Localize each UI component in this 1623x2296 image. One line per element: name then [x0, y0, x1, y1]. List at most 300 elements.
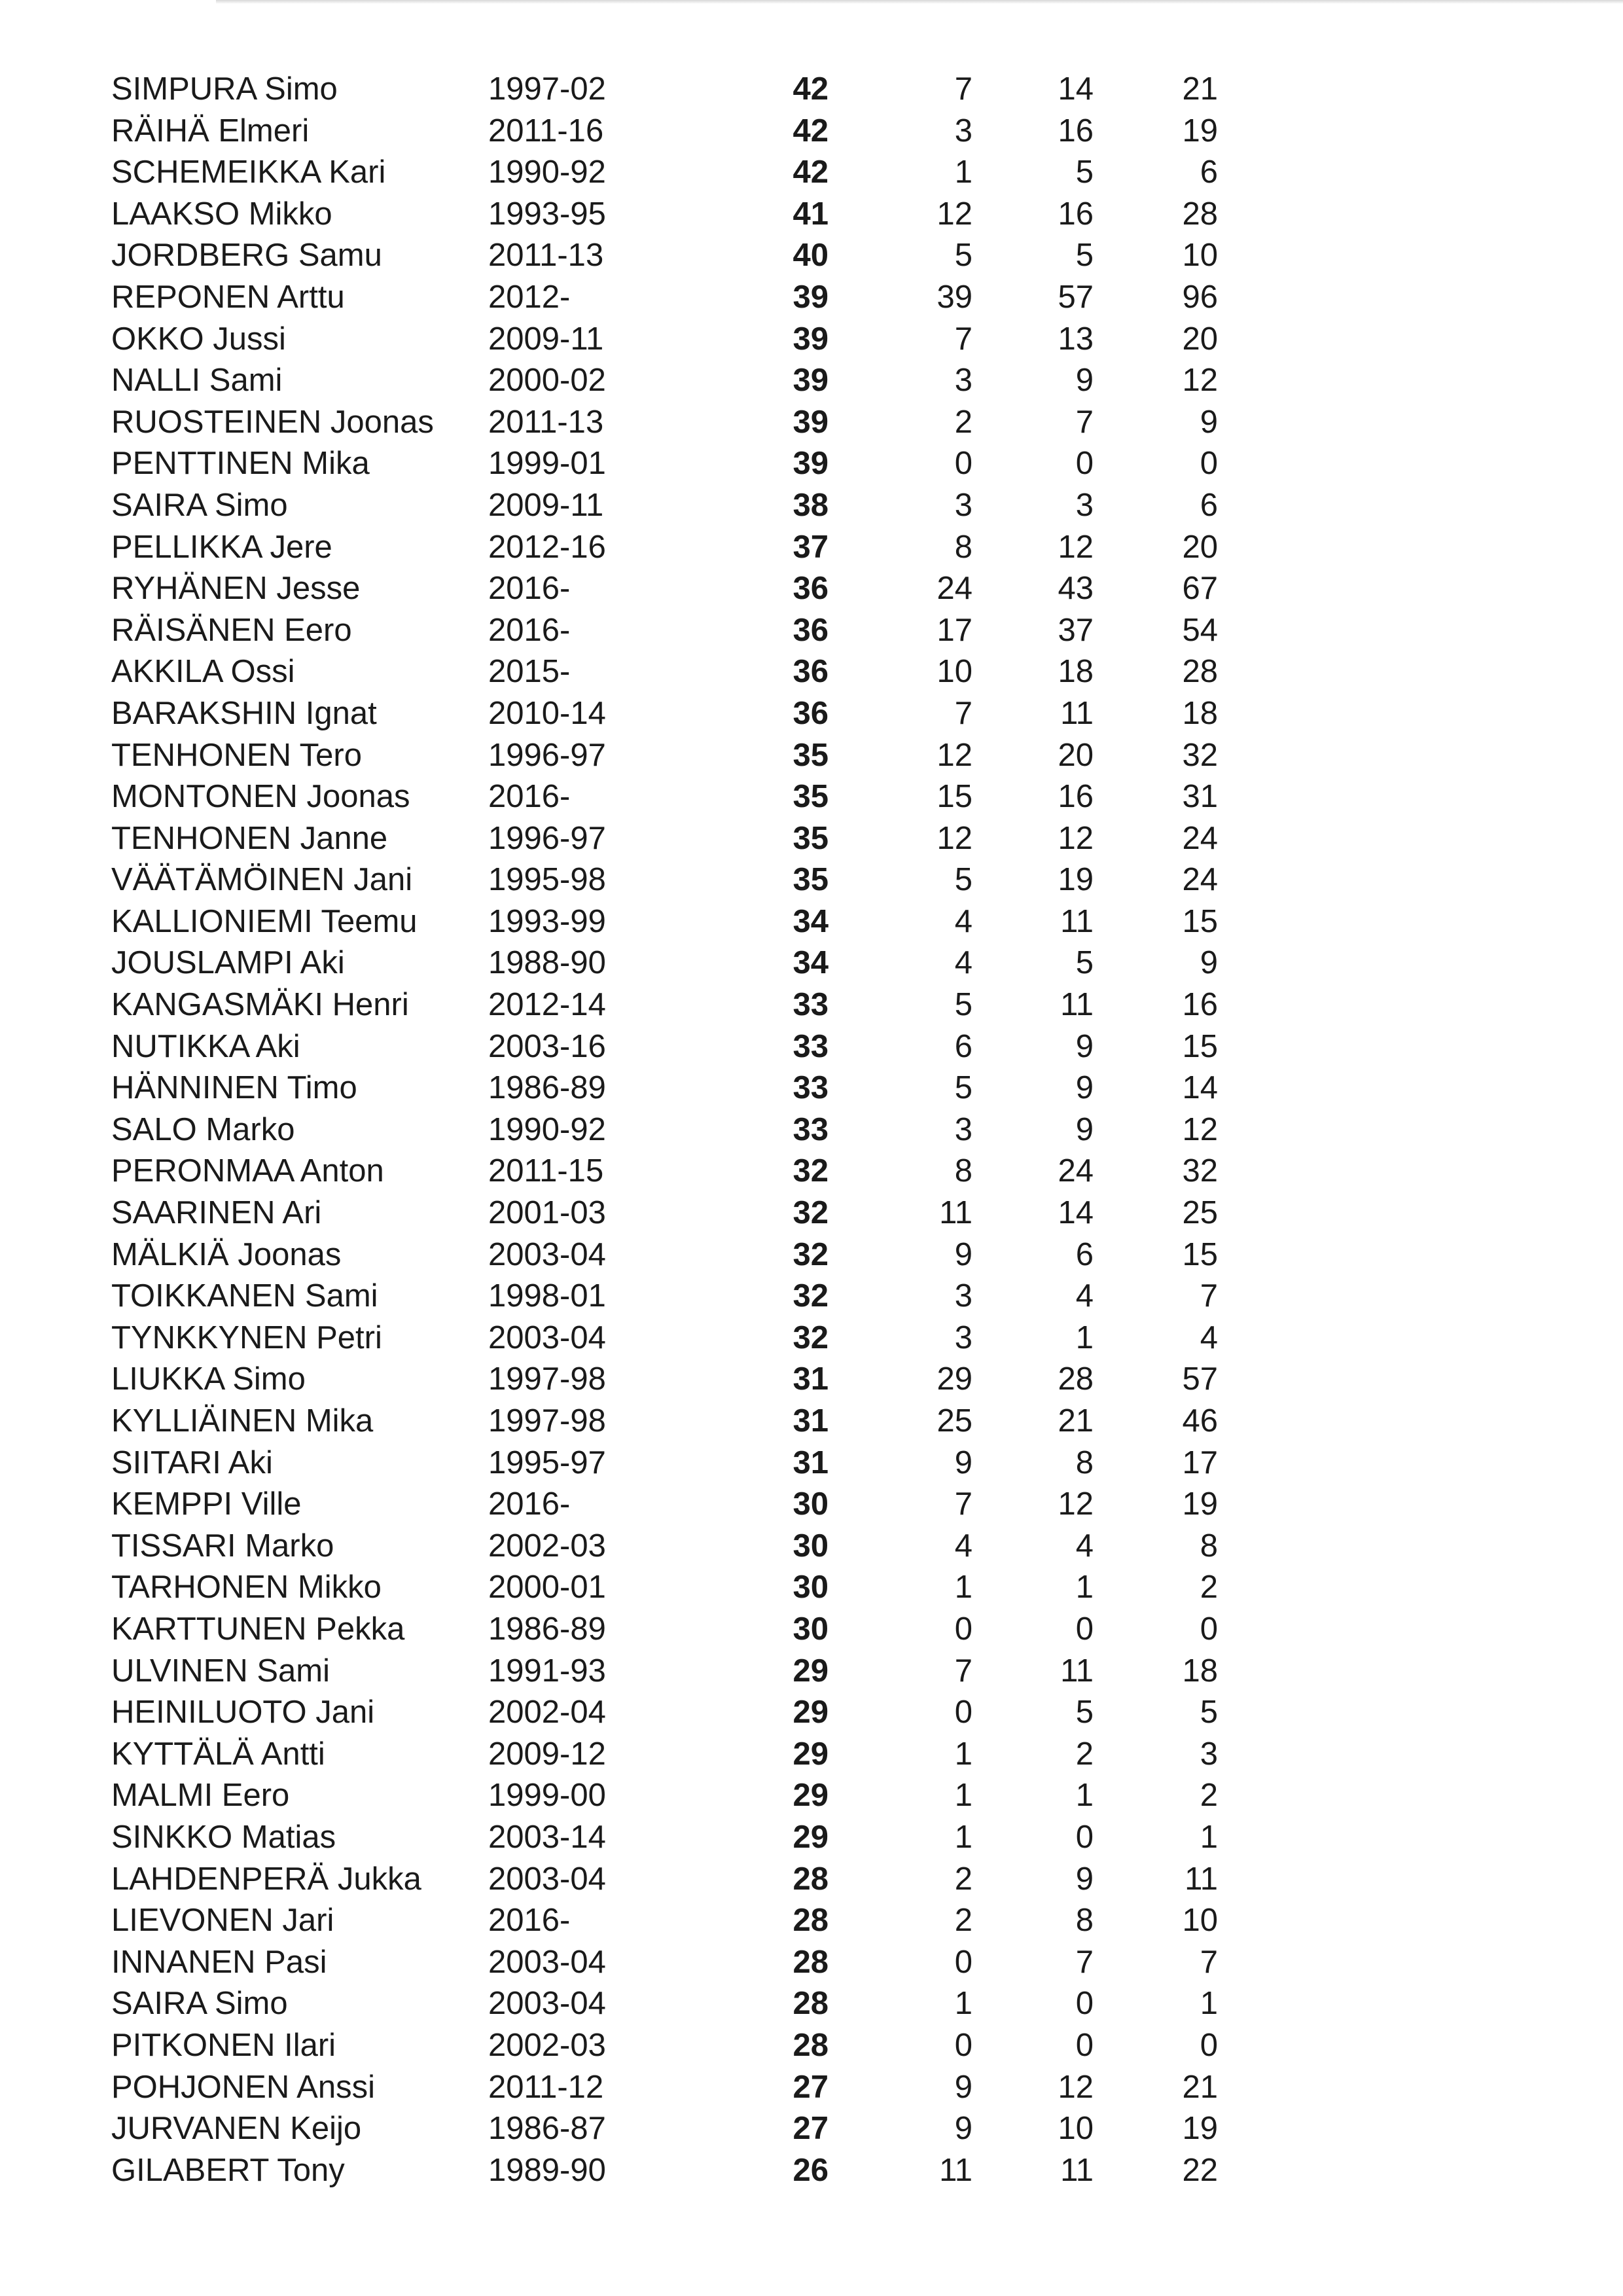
player-games: 42	[793, 154, 829, 190]
player-goals: 7	[954, 71, 972, 107]
player-assists: 2	[1075, 1736, 1094, 1772]
player-years: 2003-04	[488, 1319, 606, 1355]
player-games: 39	[793, 279, 829, 315]
table-row	[111, 1234, 1218, 1276]
player-assists: 0	[1075, 1986, 1094, 2022]
player-games: 42	[793, 71, 829, 107]
player-goals: 1	[954, 154, 972, 190]
player-points: 21	[1182, 71, 1218, 107]
table-row	[111, 485, 1218, 527]
player-assists: 16	[1058, 113, 1094, 149]
player-games: 40	[793, 238, 829, 274]
player-name: TOIKKANEN Sami	[111, 1278, 378, 1314]
player-points: 18	[1182, 695, 1218, 731]
player-name: HEINILUOTO Jani	[111, 1695, 375, 1731]
player-assists: 11	[1060, 987, 1094, 1023]
player-goals: 5	[954, 1070, 972, 1106]
player-points: 18	[1182, 1653, 1218, 1689]
player-assists: 1	[1075, 1570, 1094, 1605]
player-assists: 14	[1058, 71, 1094, 107]
player-points: 67	[1182, 571, 1218, 607]
player-games: 28	[793, 1903, 829, 1939]
player-goals: 4	[954, 945, 972, 981]
player-assists: 11	[1060, 2152, 1094, 2188]
player-points: 7	[1200, 1278, 1218, 1314]
player-assists: 12	[1058, 820, 1094, 856]
player-games: 36	[793, 571, 829, 607]
table-row	[111, 1151, 1218, 1193]
player-points: 0	[1200, 446, 1218, 482]
player-assists: 19	[1058, 862, 1094, 898]
table-row	[111, 693, 1218, 735]
player-assists: 16	[1058, 779, 1094, 815]
player-assists: 3	[1075, 487, 1094, 523]
player-years: 2016-	[488, 1486, 571, 1522]
player-points: 19	[1182, 1486, 1218, 1522]
player-points: 19	[1182, 2111, 1218, 2147]
player-years: 2011-13	[488, 238, 604, 274]
player-goals: 17	[936, 612, 972, 648]
player-assists: 12	[1058, 529, 1094, 565]
player-games: 39	[793, 404, 829, 440]
player-name: TYNKKYNEN Petri	[111, 1319, 382, 1355]
player-years: 2003-04	[488, 1944, 606, 1980]
player-years: 1996-97	[488, 820, 606, 856]
player-assists: 0	[1075, 1819, 1094, 1855]
player-years: 2016-	[488, 612, 571, 648]
player-name: LIUKKA Simo	[111, 1361, 306, 1397]
player-assists: 8	[1075, 1903, 1094, 1939]
player-points: 1	[1200, 1986, 1218, 2022]
player-games: 39	[793, 446, 829, 482]
player-goals: 7	[954, 321, 972, 357]
player-assists: 14	[1058, 1195, 1094, 1231]
player-assists: 11	[1060, 1653, 1094, 1689]
table-row	[111, 942, 1218, 984]
player-games: 41	[793, 196, 829, 232]
player-years: 2012-14	[488, 987, 606, 1023]
player-name: MÄLKIÄ Joonas	[111, 1236, 342, 1272]
player-goals: 39	[936, 279, 972, 315]
player-name: TENHONEN Tero	[111, 737, 363, 773]
player-name: TISSARI Marko	[111, 1528, 334, 1564]
player-goals: 4	[954, 903, 972, 939]
table-row	[111, 901, 1218, 943]
player-games: 29	[793, 1695, 829, 1731]
player-assists: 1	[1075, 1319, 1094, 1355]
player-points: 6	[1200, 487, 1218, 523]
player-goals: 0	[954, 1611, 972, 1647]
player-assists: 11	[1060, 903, 1094, 939]
player-assists: 4	[1075, 1278, 1094, 1314]
player-years: 1997-98	[488, 1361, 606, 1397]
player-points: 20	[1182, 321, 1218, 357]
player-games: 36	[793, 654, 829, 690]
player-points: 12	[1182, 1111, 1218, 1147]
player-years: 2000-01	[488, 1570, 606, 1605]
player-goals: 3	[954, 363, 972, 399]
player-points: 15	[1182, 1028, 1218, 1064]
player-games: 29	[793, 1778, 829, 1814]
player-points: 54	[1182, 612, 1218, 648]
player-goals: 3	[954, 1319, 972, 1355]
player-goals: 12	[936, 737, 972, 773]
player-years: 1990-92	[488, 154, 606, 190]
player-points: 0	[1200, 1611, 1218, 1647]
player-years: 1990-92	[488, 1111, 606, 1147]
table-row	[111, 735, 1218, 777]
player-name: PENTTINEN Mika	[111, 446, 370, 482]
player-games: 33	[793, 1028, 829, 1064]
player-years: 1996-97	[488, 737, 606, 773]
player-goals: 11	[939, 1195, 972, 1231]
player-goals: 11	[939, 2152, 972, 2188]
player-name: RYHÄNEN Jesse	[111, 571, 361, 607]
player-goals: 0	[954, 446, 972, 482]
player-assists: 0	[1075, 2027, 1094, 2063]
table-row	[111, 1692, 1218, 1734]
table-row	[111, 1775, 1218, 1817]
player-points: 20	[1182, 529, 1218, 565]
player-goals: 4	[954, 1528, 972, 1564]
player-points: 0	[1200, 2027, 1218, 2063]
player-goals: 3	[954, 1111, 972, 1147]
table-row	[111, 1109, 1218, 1151]
player-name: PELLIKKA Jere	[111, 529, 332, 565]
player-goals: 15	[936, 779, 972, 815]
player-points: 21	[1182, 2069, 1218, 2105]
player-name: GILABERT Tony	[111, 2152, 345, 2188]
player-goals: 1	[954, 1819, 972, 1855]
player-goals: 2	[954, 1861, 972, 1897]
player-games: 35	[793, 779, 829, 815]
player-games: 38	[793, 487, 829, 523]
player-assists: 6	[1075, 1236, 1094, 1272]
player-games: 30	[793, 1570, 829, 1605]
player-goals: 25	[936, 1403, 972, 1439]
table-row	[111, 1651, 1218, 1693]
player-goals: 12	[936, 196, 972, 232]
player-years: 2009-11	[488, 487, 604, 523]
table-row	[111, 859, 1218, 901]
player-years: 2012-	[488, 279, 571, 315]
table-row	[111, 402, 1218, 444]
player-points: 2	[1200, 1570, 1218, 1605]
player-goals: 6	[954, 1028, 972, 1064]
player-years: 2000-02	[488, 363, 606, 399]
player-assists: 57	[1058, 279, 1094, 315]
player-assists: 5	[1075, 1695, 1094, 1731]
player-points: 19	[1182, 113, 1218, 149]
table-row	[111, 1443, 1218, 1484]
player-points: 2	[1200, 1778, 1218, 1814]
player-name: KARTTUNEN Pekka	[111, 1611, 405, 1647]
player-goals: 10	[936, 654, 972, 690]
player-games: 26	[793, 2152, 829, 2188]
table-row	[111, 1067, 1218, 1109]
player-points: 28	[1182, 654, 1218, 690]
player-games: 37	[793, 529, 829, 565]
player-years: 1997-02	[488, 71, 606, 107]
table-row	[111, 984, 1218, 1026]
player-years: 2011-12	[488, 2069, 604, 2105]
player-assists: 9	[1075, 1861, 1094, 1897]
player-goals: 9	[954, 2111, 972, 2147]
table-row	[111, 1983, 1218, 2025]
table-row	[111, 1734, 1218, 1776]
player-name: SIMPURA Simo	[111, 71, 338, 107]
player-years: 2003-04	[488, 1861, 606, 1897]
player-years: 1998-01	[488, 1278, 606, 1314]
player-years: 2003-16	[488, 1028, 606, 1064]
player-assists: 5	[1075, 238, 1094, 274]
table-row	[111, 1609, 1218, 1651]
player-years: 1986-89	[488, 1611, 606, 1647]
player-points: 31	[1182, 779, 1218, 815]
table-row	[111, 1193, 1218, 1234]
player-games: 36	[793, 695, 829, 731]
player-games: 29	[793, 1653, 829, 1689]
player-name: OKKO Jussi	[111, 321, 286, 357]
player-games: 32	[793, 1236, 829, 1272]
player-games: 28	[793, 1986, 829, 2022]
table-row	[111, 69, 1218, 111]
player-games: 36	[793, 612, 829, 648]
player-name: LAHDENPERÄ Jukka	[111, 1861, 421, 1897]
player-name: RÄIHÄ Elmeri	[111, 113, 310, 149]
player-years: 1989-90	[488, 2152, 606, 2188]
player-assists: 9	[1075, 1028, 1094, 1064]
player-games: 31	[793, 1361, 829, 1397]
player-games: 31	[793, 1444, 829, 1480]
player-games: 33	[793, 987, 829, 1023]
player-name: RÄISÄNEN Eero	[111, 612, 352, 648]
player-games: 29	[793, 1736, 829, 1772]
player-assists: 18	[1058, 654, 1094, 690]
player-goals: 1	[954, 1570, 972, 1605]
player-name: SAIRA Simo	[111, 487, 288, 523]
player-name: RUOSTEINEN Joonas	[111, 404, 434, 440]
player-assists: 16	[1058, 196, 1094, 232]
player-games: 33	[793, 1070, 829, 1106]
player-games: 39	[793, 321, 829, 357]
player-points: 1	[1200, 1819, 1218, 1855]
player-assists: 12	[1058, 1486, 1094, 1522]
player-name: POHJONEN Anssi	[111, 2069, 375, 2105]
player-points: 14	[1182, 1070, 1218, 1106]
player-name: JOUSLAMPI Aki	[111, 945, 345, 981]
player-years: 2003-04	[488, 1986, 606, 2022]
player-assists: 5	[1075, 154, 1094, 190]
table-row	[111, 776, 1218, 818]
player-years: 2002-03	[488, 1528, 606, 1564]
player-goals: 7	[954, 1653, 972, 1689]
player-stats-body	[111, 69, 1218, 2191]
player-name: KALLIONIEMI Teemu	[111, 903, 418, 939]
player-games: 30	[793, 1611, 829, 1647]
player-years: 2002-04	[488, 1695, 606, 1731]
table-row	[111, 1526, 1218, 1568]
player-games: 27	[793, 2111, 829, 2147]
table-row	[111, 610, 1218, 652]
player-games: 32	[793, 1153, 829, 1189]
player-name: NALLI Sami	[111, 363, 283, 399]
table-row	[111, 1484, 1218, 1526]
player-assists: 0	[1075, 446, 1094, 482]
player-points: 25	[1182, 1195, 1218, 1231]
player-points: 12	[1182, 363, 1218, 399]
player-games: 27	[793, 2069, 829, 2105]
player-assists: 24	[1058, 1153, 1094, 1189]
table-row	[111, 568, 1218, 610]
player-games: 32	[793, 1195, 829, 1231]
player-points: 10	[1182, 1903, 1218, 1939]
player-assists: 20	[1058, 737, 1094, 773]
player-assists: 11	[1060, 695, 1094, 731]
player-games: 28	[793, 1944, 829, 1980]
player-years: 2016-	[488, 779, 571, 815]
player-years: 2009-11	[488, 321, 604, 357]
table-row	[111, 194, 1218, 236]
player-goals: 24	[936, 571, 972, 607]
player-years: 2003-04	[488, 1236, 606, 1272]
player-name: PERONMAA Anton	[111, 1153, 384, 1189]
player-name: PITKONEN Ilari	[111, 2027, 336, 2063]
player-points: 15	[1182, 903, 1218, 939]
player-years: 1993-99	[488, 903, 606, 939]
player-assists: 8	[1075, 1444, 1094, 1480]
table-row	[111, 527, 1218, 569]
table-row	[111, 1900, 1218, 1942]
player-name: HÄNNINEN Timo	[111, 1070, 357, 1106]
player-assists: 7	[1075, 1944, 1094, 1980]
player-points: 5	[1200, 1695, 1218, 1731]
player-goals: 2	[954, 1903, 972, 1939]
table-row	[111, 1401, 1218, 1443]
player-points: 24	[1182, 862, 1218, 898]
table-row	[111, 2150, 1218, 2192]
player-goals: 5	[954, 238, 972, 274]
player-assists: 5	[1075, 945, 1094, 981]
player-points: 8	[1200, 1528, 1218, 1564]
player-assists: 21	[1058, 1403, 1094, 1439]
player-assists: 12	[1058, 2069, 1094, 2105]
player-assists: 43	[1058, 571, 1094, 607]
player-years: 1986-89	[488, 1070, 606, 1106]
player-years: 2002-03	[488, 2027, 606, 2063]
player-years: 2003-14	[488, 1819, 606, 1855]
player-assists: 9	[1075, 363, 1094, 399]
player-name: MALMI Eero	[111, 1778, 290, 1814]
player-name: JURVANEN Keijo	[111, 2111, 362, 2147]
player-assists: 28	[1058, 1361, 1094, 1397]
player-goals: 9	[954, 2069, 972, 2105]
table-row	[111, 319, 1218, 361]
player-goals: 1	[954, 1778, 972, 1814]
player-points: 22	[1182, 2152, 1218, 2188]
player-name: AKKILA Ossi	[111, 654, 295, 690]
player-name: KANGASMÄKI Henri	[111, 987, 409, 1023]
player-goals: 9	[954, 1444, 972, 1480]
player-years: 1999-01	[488, 446, 606, 482]
player-goals: 0	[954, 1944, 972, 1980]
player-stats-table	[111, 69, 1218, 2191]
player-games: 28	[793, 2027, 829, 2063]
table-row	[111, 1276, 1218, 1318]
player-goals: 29	[936, 1361, 972, 1397]
scan-edge-line	[216, 0, 1623, 4]
player-name: JORDBERG Samu	[111, 238, 382, 274]
player-goals: 3	[954, 1278, 972, 1314]
player-points: 10	[1182, 238, 1218, 274]
player-assists: 0	[1075, 1611, 1094, 1647]
player-goals: 7	[954, 1486, 972, 1522]
player-name: SAARINEN Ari	[111, 1195, 322, 1231]
player-goals: 8	[954, 1153, 972, 1189]
player-assists: 4	[1075, 1528, 1094, 1564]
player-name: KYLLIÄINEN Mika	[111, 1403, 374, 1439]
player-points: 3	[1200, 1736, 1218, 1772]
player-name: MONTONEN Joonas	[111, 779, 410, 815]
table-row	[111, 1318, 1218, 1359]
table-row	[111, 1859, 1218, 1901]
player-years: 1999-00	[488, 1778, 606, 1814]
player-name: TARHONEN Mikko	[111, 1570, 382, 1605]
player-years: 2016-	[488, 1903, 571, 1939]
table-row	[111, 360, 1218, 402]
player-name: LIEVONEN Jari	[111, 1903, 334, 1939]
player-points: 9	[1200, 945, 1218, 981]
player-points: 96	[1182, 279, 1218, 315]
table-row	[111, 1567, 1218, 1609]
player-name: SIITARI Aki	[111, 1444, 273, 1480]
table-row	[111, 443, 1218, 485]
player-years: 2015-	[488, 654, 571, 690]
table-row	[111, 235, 1218, 277]
player-years: 2011-13	[488, 404, 604, 440]
player-name: VÄÄTÄMÖINEN Jani	[111, 862, 413, 898]
player-name: SINKKO Matias	[111, 1819, 336, 1855]
player-years: 2016-	[488, 571, 571, 607]
table-row	[111, 818, 1218, 860]
player-goals: 1	[954, 1986, 972, 2022]
player-games: 35	[793, 820, 829, 856]
player-goals: 0	[954, 2027, 972, 2063]
player-goals: 2	[954, 404, 972, 440]
player-name: BARAKSHIN Ignat	[111, 695, 377, 731]
table-row	[111, 152, 1218, 194]
player-points: 15	[1182, 1236, 1218, 1272]
table-row	[111, 651, 1218, 693]
player-goals: 5	[954, 862, 972, 898]
player-years: 2010-14	[488, 695, 606, 731]
player-name: KYTTÄLÄ Antti	[111, 1736, 325, 1772]
player-name: NUTIKKA Aki	[111, 1028, 300, 1064]
player-points: 28	[1182, 196, 1218, 232]
table-row	[111, 2067, 1218, 2109]
player-points: 4	[1200, 1319, 1218, 1355]
player-points: 24	[1182, 820, 1218, 856]
player-points: 32	[1182, 737, 1218, 773]
player-years: 2009-12	[488, 1736, 606, 1772]
player-points: 46	[1182, 1403, 1218, 1439]
player-games: 33	[793, 1111, 829, 1147]
player-points: 16	[1182, 987, 1218, 1023]
player-games: 30	[793, 1486, 829, 1522]
player-years: 1997-98	[488, 1403, 606, 1439]
player-assists: 1	[1075, 1778, 1094, 1814]
player-games: 32	[793, 1319, 829, 1355]
